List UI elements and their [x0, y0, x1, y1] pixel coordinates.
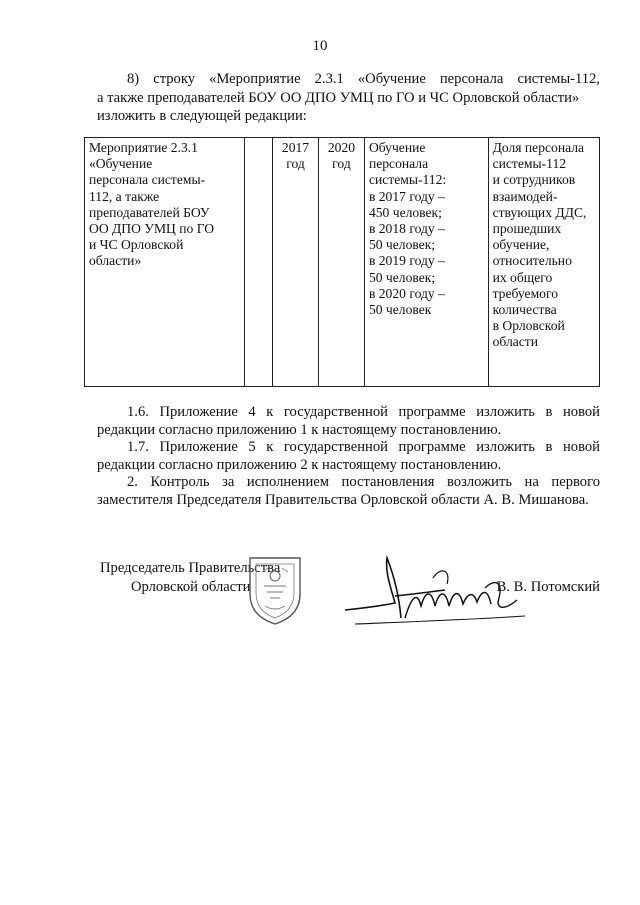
indicator-line: требуемого — [492, 285, 558, 301]
item-rest-line: редакции согласно приложению 2 к настоящему постановлению. — [97, 456, 502, 473]
content-line: 50 человек; — [368, 269, 436, 285]
content-line: 50 человек; — [368, 237, 436, 253]
signer-position-line-1: Председатель Правительства — [100, 560, 281, 576]
event-cell — [85, 138, 245, 387]
content-line: 450 человек; — [368, 204, 442, 220]
signature-block — [100, 560, 600, 650]
content-cell — [364, 138, 488, 387]
coat-of-arms-seal-icon — [240, 550, 310, 628]
indicator-cell — [488, 138, 599, 387]
indicator-line: их общего — [492, 269, 553, 285]
event-line: ОО ДПО УМЦ по ГО — [89, 221, 215, 237]
intro-paragraph — [97, 70, 600, 126]
year-end-unit: год — [332, 156, 351, 172]
year-start-cell — [273, 138, 319, 387]
item-1-7 — [97, 439, 600, 474]
content-line: Обучение — [368, 140, 426, 155]
amendment-table — [84, 137, 600, 387]
indicator-line: системы-112 — [492, 156, 567, 172]
event-line: персонала системы- — [89, 172, 206, 188]
event-line: «Обучение — [89, 156, 153, 172]
item-rest-line: заместителя Председателя Правительства Орловской области А. В. Мишанова. — [97, 491, 589, 508]
year-end-cell — [318, 138, 364, 387]
year-end-value: 2020 — [327, 140, 356, 155]
table-row — [85, 138, 600, 387]
event-line: Мероприятие 2.3.1 — [89, 140, 198, 155]
indicator-line: относительно — [492, 253, 572, 269]
content-line: в 2018 году – — [368, 221, 445, 237]
content-line: системы-112: — [368, 172, 447, 188]
item-rest-line: редакции согласно приложению 1 к настоящему постановлению. — [97, 421, 502, 438]
signer-name: В. В. Потомский — [496, 579, 600, 595]
content-line: персонала — [368, 156, 429, 172]
empty-cell — [245, 138, 273, 387]
indicator-line: ствующих ДДС, — [492, 204, 587, 220]
content-line: 50 человек — [368, 302, 432, 318]
intro-line-3: изложить в следующей редакции: — [97, 108, 307, 124]
indicator-line: обучение, — [492, 237, 550, 253]
item-first-line: 2. Контроль за исполнением постановления возложить на первого — [127, 474, 600, 491]
event-line: области» — [89, 253, 142, 269]
indicator-line: в Орловской — [492, 318, 565, 334]
numbered-items — [97, 404, 600, 510]
item-first-line: 1.6. Приложение 4 к государственной программе изложить в новой — [127, 404, 600, 420]
signer-position-line-2: Орловской области — [131, 579, 251, 595]
indicator-line: прошедших — [492, 221, 562, 237]
year-start-unit: год — [286, 156, 305, 172]
event-line: 112, а также — [89, 188, 160, 204]
item-1-6 — [97, 404, 600, 439]
event-line: преподавателей БОУ — [89, 204, 210, 220]
item-2 — [97, 474, 600, 509]
indicator-line: области — [492, 334, 539, 350]
event-line: и ЧС Орловской — [89, 237, 184, 253]
content-line: в 2020 году – — [368, 285, 445, 301]
intro-line-2: а также преподавателей БОУ ОО ДПО УМЦ по ГО и ЧС Орловской области» — [97, 89, 580, 106]
indicator-line: количества — [492, 302, 557, 318]
content-line: в 2017 году – — [368, 188, 445, 204]
indicator-line: и сотрудников — [492, 172, 576, 188]
content-line: в 2019 году – — [368, 253, 445, 269]
year-start-value: 2017 — [281, 140, 310, 155]
intro-line-1: 8) строку «Мероприятие 2.3.1 «Обучение персонала системы-112, — [127, 71, 600, 87]
item-first-line: 1.7. Приложение 5 к государственной программе изложить в новой — [127, 439, 600, 456]
indicator-line: взаимодей- — [492, 188, 558, 204]
indicator-line: Доля персонала — [492, 140, 585, 155]
page-number: 10 — [312, 38, 328, 54]
